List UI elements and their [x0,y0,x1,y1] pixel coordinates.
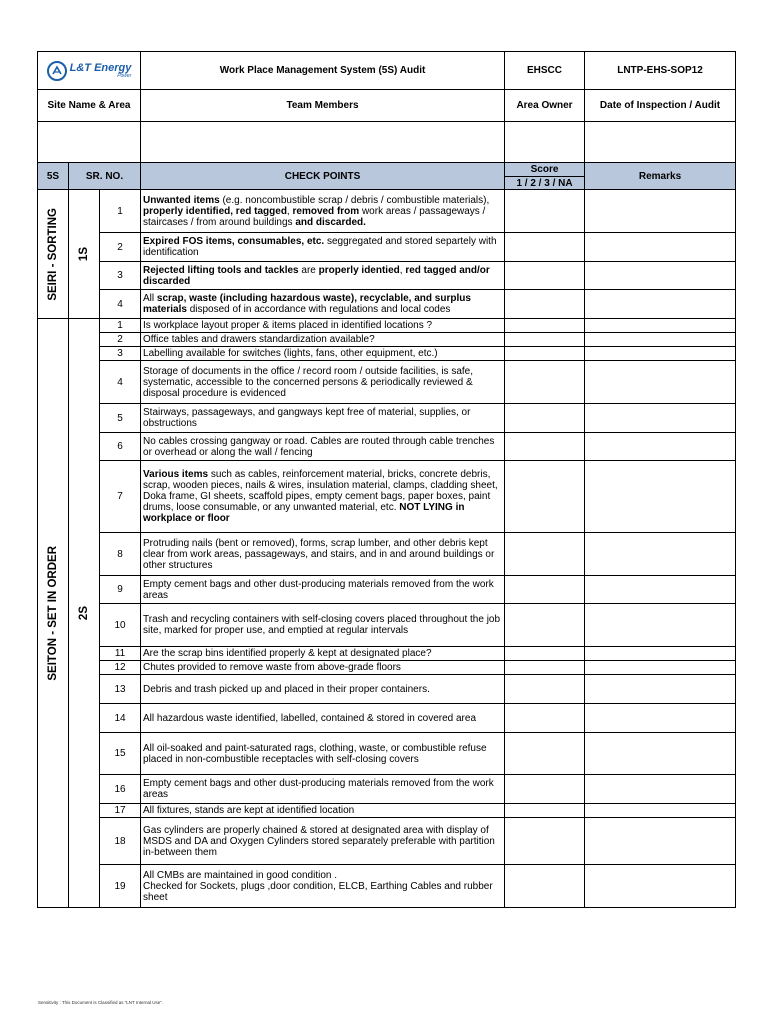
checklist-row [38,775,736,804]
remarks-cell[interactable] [585,461,736,533]
check-point-emphasis: properly identied [318,264,400,276]
check-point [141,233,505,262]
checklist-row [38,576,736,604]
doc-title: Work Place Management System (5S) Audit [141,52,505,90]
logo-cell [38,52,141,90]
check-point-text: Is workplace layout proper & items placed in identified locations ? [143,320,433,331]
check-point-emphasis: red tagged and/or discarded [143,264,490,287]
column-header-row [38,163,736,177]
score-cell[interactable] [505,433,585,461]
check-point-emphasis: Various items [143,469,209,480]
section-name-text: SEITON - SET IN ORDER [46,545,59,681]
checklist-row [38,290,736,319]
check-point [141,290,505,319]
score-cell[interactable] [505,775,585,804]
check-point-text: disposed of in accordance with regulations and local codes [186,304,451,315]
check-point [141,647,505,661]
check-point-emphasis: and discarded. [295,216,366,228]
col-score-scale: 1 / 2 / 3 / NA [505,177,585,190]
check-point-text: Office tables and drawers standardization available? [143,334,375,345]
remarks-cell[interactable] [585,647,736,661]
col-5s: 5S [38,163,69,190]
check-point-emphasis: scrap, waste (including hazardous waste), recyclable, and surplus materials [143,293,471,315]
section-code [69,190,100,319]
check-point-emphasis: NOT LYING in workplace or floor [143,502,465,524]
check-point-text: No cables crossing gangway or road. Cables are routed through cable trenches or overhead or along the wall / fencing [143,435,495,458]
score-cell[interactable] [505,661,585,675]
check-point [141,433,505,461]
check-point-text: are [298,264,319,276]
check-point-text: , [399,264,406,276]
team-label: Team Members [141,90,505,122]
section-name [38,190,69,319]
check-point [141,775,505,804]
sr-no: 13 [100,675,141,704]
check-point [141,576,505,604]
col-remarks: Remarks [585,163,736,190]
sr-no: 9 [100,576,141,604]
score-cell[interactable] [505,533,585,576]
remarks-cell[interactable] [585,675,736,704]
check-point [141,262,505,290]
date-value[interactable] [585,122,736,163]
check-point-text: Chutes provided to remove waste from above-grade floors [143,662,401,673]
score-cell[interactable] [505,604,585,647]
score-cell[interactable] [505,461,585,533]
score-cell[interactable] [505,404,585,433]
check-point-text: All fixtures, stands are kept at identified location [143,805,355,816]
checklist-row [38,804,736,818]
check-point [141,604,505,647]
section-code [69,319,100,908]
sr-no: 10 [100,604,141,647]
dept-code: EHSCC [505,52,585,90]
sr-no: 1 [100,319,141,333]
checklist-row [38,704,736,733]
checklist-row [38,233,736,262]
remarks-cell[interactable] [585,661,736,675]
remarks-cell[interactable] [585,704,736,733]
checklist-row [38,865,736,908]
remarks-cell[interactable] [585,333,736,347]
remarks-cell[interactable] [585,290,736,319]
check-point-text: Trash and recycling containers with self-closing covers placed throughout the job site, marked for proper use, and emptied at regular intervals [143,614,501,636]
owner-value[interactable] [505,122,585,163]
score-cell[interactable] [505,733,585,775]
remarks-cell[interactable] [585,404,736,433]
col-check-points: CHECK POINTS [141,163,505,190]
doc-number: LNTP-EHS-SOP12 [585,52,736,90]
score-cell[interactable] [505,675,585,704]
score-cell[interactable] [505,804,585,818]
check-point-text: , [286,205,293,217]
audit-sheet [37,51,736,908]
score-cell[interactable] [505,865,585,908]
sr-no: 2 [100,233,141,262]
remarks-cell[interactable] [585,576,736,604]
score-cell[interactable] [505,818,585,865]
remarks-cell[interactable] [585,262,736,290]
check-point-text: Gas cylinders are properly chained & stored at designated area with display of MSDS and DA and Oxygen Cylinders stored separately preferable with partition in-between them [143,824,495,858]
remarks-cell[interactable] [585,865,736,908]
team-value[interactable] [141,122,505,163]
check-point-emphasis: Unwanted items [143,194,220,206]
remarks-cell[interactable] [585,233,736,262]
checklist-row [38,333,736,347]
check-point-text: Debris and trash picked up and placed in their proper containers. [143,683,430,695]
check-point [141,533,505,576]
logo-text: L&T Energy [69,61,132,74]
site-value[interactable] [38,122,141,163]
checklist-row [38,347,736,361]
remarks-cell[interactable] [585,604,736,647]
score-cell[interactable] [505,576,585,604]
score-cell[interactable] [505,262,585,290]
score-cell[interactable] [505,190,585,233]
sr-no: 4 [100,361,141,404]
sr-no: 12 [100,661,141,675]
check-point [141,361,505,404]
sr-no: 14 [100,704,141,733]
checklist-row [38,262,736,290]
checklist-row [38,661,736,675]
check-point [141,319,505,333]
remarks-cell[interactable] [585,190,736,233]
sensitivity-footer: Sensitivity : This Document is Classified as "LNT Internal Use". [38,1000,164,1005]
remarks-cell[interactable] [585,433,736,461]
site-label: Site Name & Area [38,90,141,122]
check-point [141,818,505,865]
sr-no: 3 [100,347,141,361]
check-point-text: Storage of documents in the office / record room / outside facilities, is safe, systematic, accessible to the concerned persons & periodically reviewed & disposal procedure is evidenced [143,365,473,399]
sr-no: 7 [100,461,141,533]
section-name-text: SEIRI - SORTING [46,207,59,301]
remarks-cell[interactable] [585,533,736,576]
sr-no: 19 [100,865,141,908]
sr-no: 15 [100,733,141,775]
check-point-text: Stairways, passageways, and gangways kept free of material, supplies, or obstructions [143,407,471,429]
check-point-text: All CMBs are maintained in good condition . [143,869,338,881]
owner-label: Area Owner [505,90,585,122]
sr-no: 4 [100,290,141,319]
checklist-row [38,604,736,647]
sr-no: 16 [100,775,141,804]
checklist-row [38,461,736,533]
remarks-cell[interactable] [585,818,736,865]
col-sr-no: SR. NO. [69,163,141,190]
checklist-row [38,361,736,404]
score-cell[interactable] [505,333,585,347]
check-point-text: Protruding nails (bent or removed), forms, scrap lumber, and other debris kept clear from work areas, passageways, and stairs, and in and around buildings or other structures [143,537,495,571]
check-point [141,865,505,908]
check-point-text: Empty cement bags and other dust-producing materials removed from the work areas [143,778,494,800]
check-point-emphasis: Expired FOS items, consumables, etc. [143,236,325,247]
checklist-row [38,190,736,233]
check-point [141,347,505,361]
check-point [141,333,505,347]
info-label-row [38,90,736,122]
check-point [141,804,505,818]
section-name [38,319,69,908]
checklist-row [38,675,736,704]
lt-logo-icon [47,61,67,81]
check-point-emphasis: removed from [292,205,360,217]
check-point [141,190,505,233]
remarks-cell[interactable] [585,804,736,818]
remarks-cell[interactable] [585,775,736,804]
sr-no: 6 [100,433,141,461]
check-point-text: Checked for Sockets, plugs ,door condition, ELCB, Earthing Cables and rubber sheet [143,880,493,903]
check-point [141,704,505,733]
check-point-text: such as cables, reinforcement material, bricks, concrete debris, scrap, wooden pieces, nails & wires, insulation material, clamps, cladding sheet, Doka frame, GI sheets, scaffold pipes, empty cement bags, paper boxes, paint drums, loose consumable, or any unwanted material, etc. [143,469,498,513]
section-code-text: 1S [77,246,90,262]
sr-no: 17 [100,804,141,818]
remarks-cell[interactable] [585,319,736,333]
score-cell[interactable] [505,647,585,661]
score-cell[interactable] [505,290,585,319]
checklist-row [38,818,736,865]
check-point-text: work areas / passageways / staircases / from around buildings [143,205,486,228]
check-point [141,733,505,775]
score-cell[interactable] [505,704,585,733]
date-label: Date of Inspection / Audit [585,90,736,122]
check-point-emphasis: Rejected lifting tools and tackles [143,264,299,276]
check-point [141,461,505,533]
header-row [38,52,736,90]
checklist-row [38,404,736,433]
sr-no: 2 [100,333,141,347]
sr-no: 1 [100,190,141,233]
sr-no: 3 [100,262,141,290]
checklist-row [38,433,736,461]
sr-no: 8 [100,533,141,576]
sr-no: 11 [100,647,141,661]
score-cell[interactable] [505,319,585,333]
logo-subtext: Power [117,72,132,79]
checklist-row [38,533,736,576]
check-point-text: Are the scrap bins identified properly & kept at designated place? [143,648,432,659]
check-point-text: seggregated and stored separtely with identification [143,236,497,258]
checklist-row [38,319,736,333]
check-point-text: All [143,293,157,304]
section-code-text: 2S [77,605,90,621]
sr-no: 18 [100,818,141,865]
info-value-row [38,122,736,163]
checklist-row [38,733,736,775]
remarks-cell[interactable] [585,361,736,404]
check-point-text: (e.g. noncombustible scrap / debris / combustible materials), [219,194,490,206]
score-cell[interactable] [505,361,585,404]
checklist-row [38,647,736,661]
check-point [141,661,505,675]
col-score: Score [505,163,585,177]
remarks-cell[interactable] [585,347,736,361]
sr-no: 5 [100,404,141,433]
score-cell[interactable] [505,347,585,361]
score-cell[interactable] [505,233,585,262]
check-point-text: All oil-soaked and paint-saturated rags, clothing, waste, or combustible refuse placed in non-combustible receptacles with self-closing covers [143,742,487,765]
remarks-cell[interactable] [585,733,736,775]
check-point [141,675,505,704]
check-point-emphasis: properly identified, red tagged [143,205,287,217]
check-point-text: Empty cement bags and other dust-producing materials removed from the work areas [143,578,494,601]
check-point-text: Labelling available for switches (lights, fans, other equipment, etc.) [143,348,438,359]
check-point-text: All hazardous waste identified, labelled, contained & stored in covered area [143,712,476,724]
check-point [141,404,505,433]
